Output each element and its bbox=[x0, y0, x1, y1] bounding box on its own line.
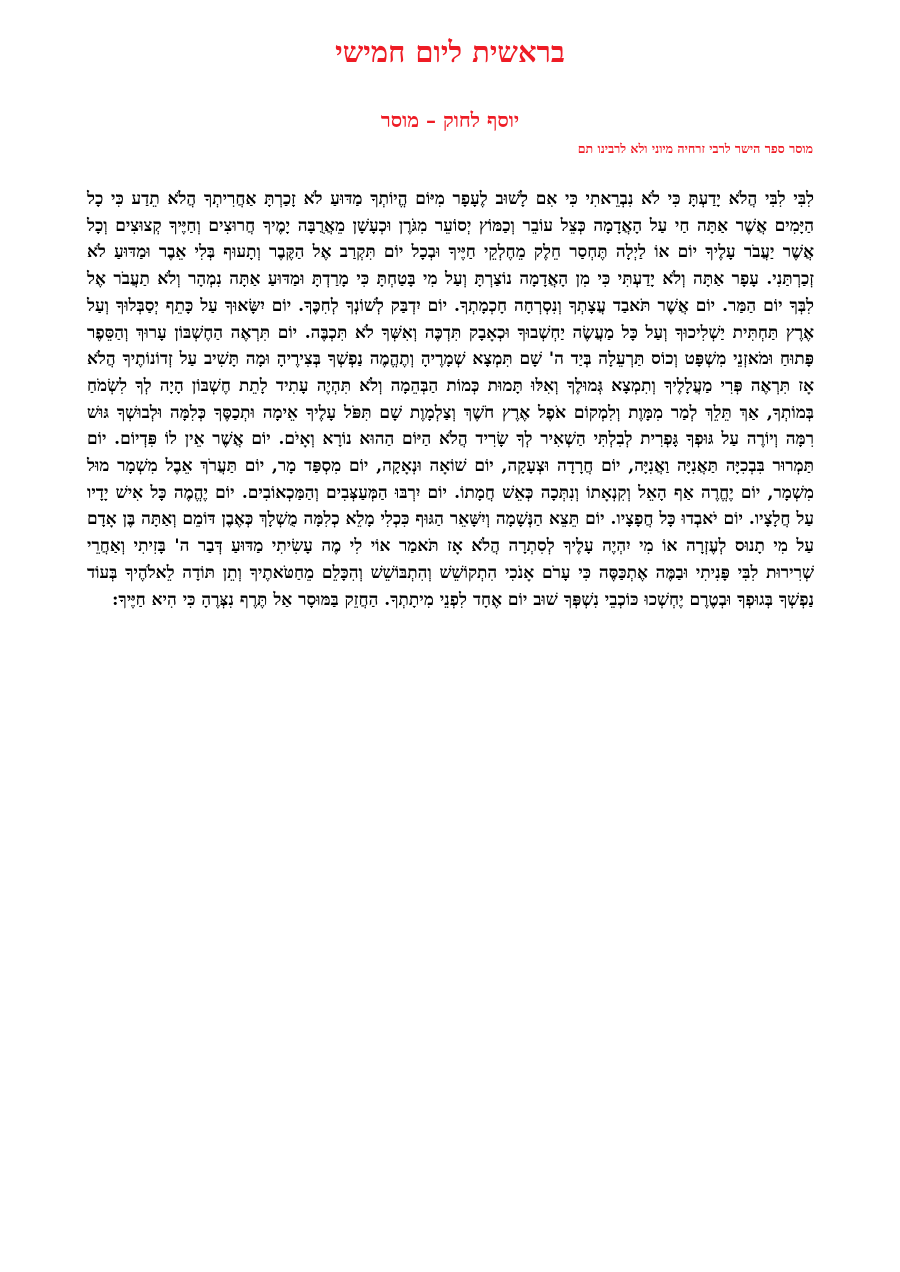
body-paragraph: לִבִּי לִבִּי הֲלֹא יָדַעְתָּ כִּי לֹא נִבְרֵאתִי כִּי אִם לָשׁוּב לֶעָפָר מִיּוֹם הֱיוֹתְךָ מַדּוּעַ לֹא זָכַרְתָּ אַחֲרִיתְךָ הֲלֹא תֵדַע כִּי כָל הַיָּמִים אֲשֶׁר אַתָּה חַי עַל הָאֲדָמָה כְּצֵל עוֹבֵר וְכַמּוֹץ יְסוֹעֵר מִגֹּרֶן וּכְעָשָׁן מֵאֲרֻבָּה יָמֶיךָ חֲרוּצִים וְחַיֶּיךָ קְצוּצִים וְכָל אֲשֶׁר יַעֲבֹר עָלֶיךָ יוֹם אוֹ לַיְלָה תֶּחְסַר חֵלֶק מֵחֶלְקֵי חַיֶּיךָ וּבְכָל יוֹם תִּקְרַב אֶל הַקֶּבֶר וְתָעוּף בְּלִי אֵבֶר וּמַדּוּעַ לֹא זְכַרְתַּנִי. עָפָר אַתָּה וְלֹא יָדַעְתִּי כִּי מִן הָאֲדָמָה נוֹצַרְתָּ וְעַל מִי בָּטַחְתָּ כִּי מָרַדְתָּ וּמַדּוּעַ אַתָּה נִמְהָר וְלֹא תַעֲבֹר אֶל לִבְּךָ יוֹם הַמַּר. יוֹם אֲשֶׁר תֹּאבַד עֲצָתְךָ וְנִסְרְחָה חָכְמָתְךָ. יוֹם יִדְבַּק לְשׁוֹנְךָ לְחִכֶּךָ. יוֹם יִשָּׂאוּךָ עַל כָּתֵף יְסַבְּלוּךָ וְעַל אֶרֶץ תַּחְתִּית יַשְׁלִיכוּךָ וְעַל כָּל מַעֲשֶׂה יַחְשְׁבוּךָ וּכְאָבָק תִּדְכֶּה וְאִשְּׁךָ לֹא תִּכְבֶּה. יוֹם תִּרְאֶה הַחֶשְׁבּוֹן עָרוּךְ וְהַסֵּפֶר פָּתוּחַ וּמֹאזְנֵי מִשְׁפָּט וְכוֹס תַּרְעֵלָה בְּיַד ה' שָׁם תִּמְצָא שְׁמָרֶיהָ וְתֶהֱמֶה נַפְשְׁךָ בְּצִירֶיהָ וּמָה תָּשִׁיב עַל זְדוֹנוֹתֶיךָ הֲלֹא אָז תִּרְאֶה פְּרִי מַעֲלָלֶיךָ וְתִמְצָא גְּמוּלֶךָ וְאִלּוּ תָּמוּת כְּמוֹת הַבְּהֵמָה וְלֹא תִּהְיֶה עָתִיד לָתֵת חֶשְׁבּוֹן הָיָה לְךָ לִשְׂמֹחַ בְּמוֹתְךָ, אַךְ תֵּלֵךְ לְמַר מִמָּוֶת וְלִמְקוֹם אֹפֶל אֶרֶץ חֹשֶׁךְ וְצַלְמָוֶת שָׁם תִּפֹּל עָלֶיךָ אֵימָה וּתְכַסֶּךָ כְּלִמָּה וּלְבוּשְׁךָ גּוּשׁ רִמָּה וְיוֹרֶה עַל גּוּפְךָ גָּפְרִית לְבִלְתִּי הַשְׁאִיר לְךָ שָׂרִיד הֲלֹא הַיּוֹם הַהוּא נוֹרָא וְאָיֹם. יוֹם אֲשֶׁר אֵין לוֹ פִּדְיוֹם. יוֹם תַּמְרוּר בִּבְכִיָּה תַּאֲנִיָּה וַאֲנִיָּה, יוֹם חֲרָדָה וּצְעָקָה, יוֹם שׁוֹאָה וּנְאָקָה, יוֹם מִסְפַּד מָר, יוֹם תַּעֲרֹךְ אֵבֶל מִשְׁמָר מוּל מִשְׁמָר, יוֹם יֶחֱרֶה אַף הָאֵל וְקִנְאָתוֹ וְנִתְּכָה כְּאֵשׁ חֲמָתוֹ. יוֹם יִרְבּוּ הַמְּעַצְּבִים וְהַמַּכְאוֹבִים. יוֹם יֶהֱמֶה כָּל אִישׁ יָדָיו עַל חֲלָצָיו. יוֹם יֹאבְדוּ כָּל חֲפָצָיו. יוֹם תֵּצֵא הַנְּשָׁמָה וְיִשָּׁאֵר הַגּוּף כִּכְלִי מָלֵא כְלִמָּה מֻשְׁלָךְ כְּאֶבֶן דּוֹמֵם וְאַתָּה בֶּן אָדָם עַל מִי תָנוּס לְעֶזְרָה אוֹ מִי יִהְיֶה עָלֶיךָ לְסִתְרָה הֲלֹא אָז תֹּאמַר אוֹי לִי מֶה עָשִׂיתִי מַדּוּעַ דְּבַר ה' בָּזִיתִי וְאַחֲרֵי שְׁרִירוּת לִבִּי פָּנִיתִי וּבַמֶּה אֶתְכַּסֶּה כִּי עָרֹם אָנֹכִי הִתְקוֹשֵׁשׁ וְהִתְבּוֹשֵׁשׁ וְהִכָּלֵם מֵחַטֹּאתֶיךָ וְתֵן תּוֹדָה לֵאלֹהֶיךָ בְּעוֹד נַפְשְׁךָ בְּגוּפְךָ וּבְטֶרֶם יֶחְשְׁכוּ כּוֹכְבֵי נִשְׁפְּךָ שׁוּב יוֹם אֶחָד לִפְנֵי מִיתָתְךָ. הַחֲזֵק בַּמּוּסָר אַל תֶּרֶף נִצְּרֶהָ כִּי הִיא חַיֶּיךָ: bbox=[87, 189, 814, 610]
section-title: יוסף לחוק – מוסר bbox=[380, 108, 520, 132]
source-attribution: מוסר ספר הישר לרבי זרחיה מיוני ולא לרבינו תם bbox=[577, 141, 813, 156]
page-title: בראשית ליום חמישי bbox=[335, 35, 565, 69]
